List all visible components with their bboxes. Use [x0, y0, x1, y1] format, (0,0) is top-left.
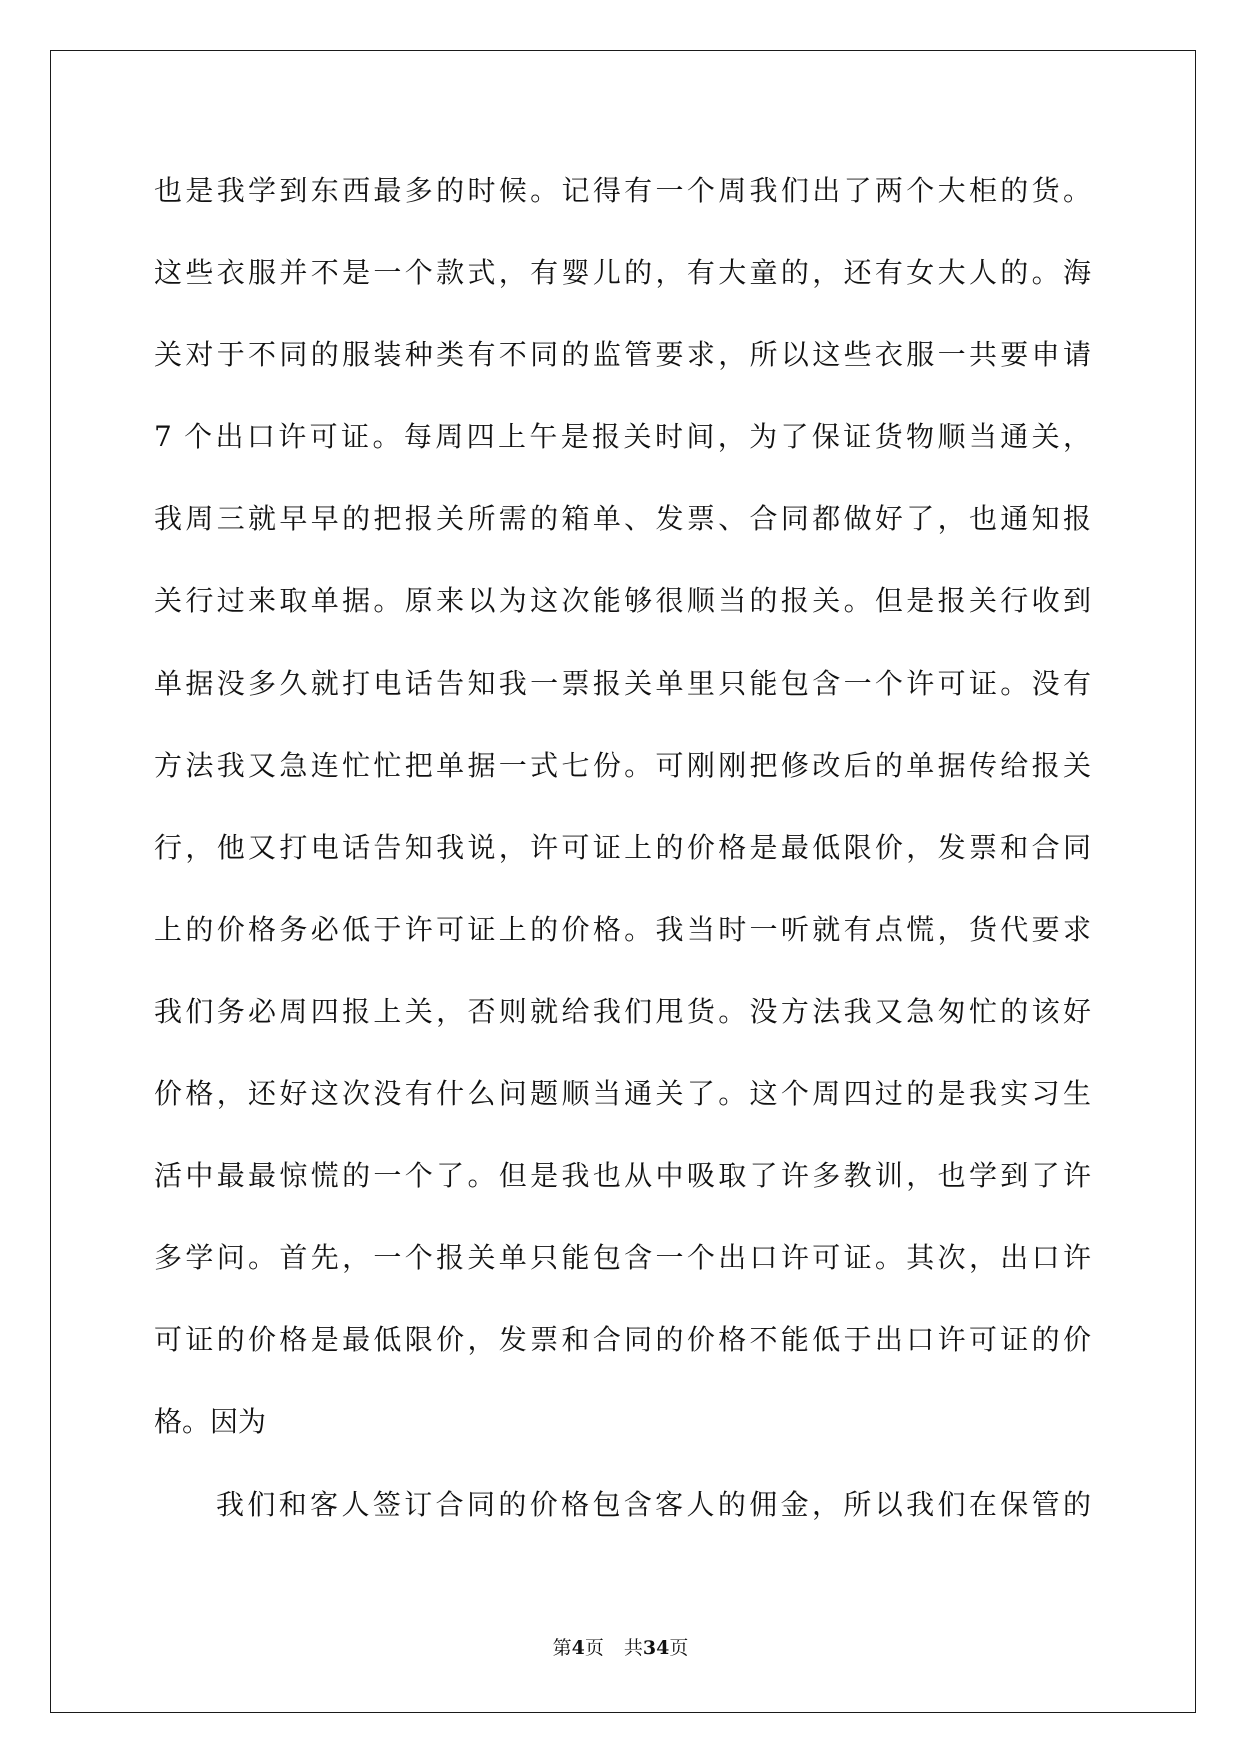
body-line: 活中最最惊慌的一个了。但是我也从中吸取了许多教训，也学到了许 — [154, 1159, 1091, 1193]
footer-total-pages: 34 — [642, 1637, 670, 1659]
body-line: 我们务必周四报上关，否则就给我们甩货。没方法我又急匆忙的该好 — [154, 994, 1091, 1028]
footer-page-prefix: 第 — [552, 1637, 572, 1659]
document-body — [154, 150, 1091, 1546]
page-footer — [0, 1634, 1241, 1662]
body-line: 7 个出口许可证。每周四上午是报关时间，为了保证货物顺当通关， — [154, 420, 1091, 454]
body-line: 单据没多久就打电话告知我一票报关单里只能包含一个许可证。没有 — [154, 666, 1091, 700]
body-line: 关对于不同的服装种类有不同的监管要求，所以这些衣服一共要申请 — [154, 338, 1091, 372]
body-line-paragraph-end: 格。因为 — [154, 1405, 267, 1439]
body-line: 关行过来取单据。原来以为这次能够很顺当的报关。但是报关行收到 — [154, 584, 1091, 618]
body-line: 行，他又打电话告知我说，许可证上的价格是最低限价，发票和合同 — [154, 830, 1091, 864]
footer-total-suffix: 页 — [669, 1637, 689, 1659]
body-line-indented: 我们和客人签订合同的价格包含客人的佣金，所以我们在保管的 — [216, 1487, 1091, 1521]
body-line: 也是我学到东西最多的时候。记得有一个周我们出了两个大柜的货。 — [154, 174, 1091, 207]
body-line: 这些衣服并不是一个款式，有婴儿的，有大童的，还有女大人的。海 — [154, 256, 1091, 290]
footer-total-prefix: 共 — [623, 1637, 643, 1659]
body-line: 上的价格务必低于许可证上的价格。我当时一听就有点慌，货代要求 — [154, 912, 1091, 946]
footer-page-suffix: 页 — [584, 1637, 604, 1659]
body-line: 价格，还好这次没有什么问题顺当通关了。这个周四过的是我实习生 — [154, 1077, 1091, 1111]
footer-page-number: 4 — [571, 1637, 585, 1659]
body-line: 我周三就早早的把报关所需的箱单、发票、合同都做好了，也通知报 — [154, 502, 1091, 536]
body-line: 可证的价格是最低限价，发票和合同的价格不能低于出口许可证的价 — [154, 1323, 1091, 1357]
body-line: 方法我又急连忙忙把单据一式七份。可刚刚把修改后的单据传给报关 — [154, 748, 1091, 782]
body-line: 多学问。首先，一个报关单只能包含一个出口许可证。其次，出口许 — [154, 1241, 1091, 1275]
